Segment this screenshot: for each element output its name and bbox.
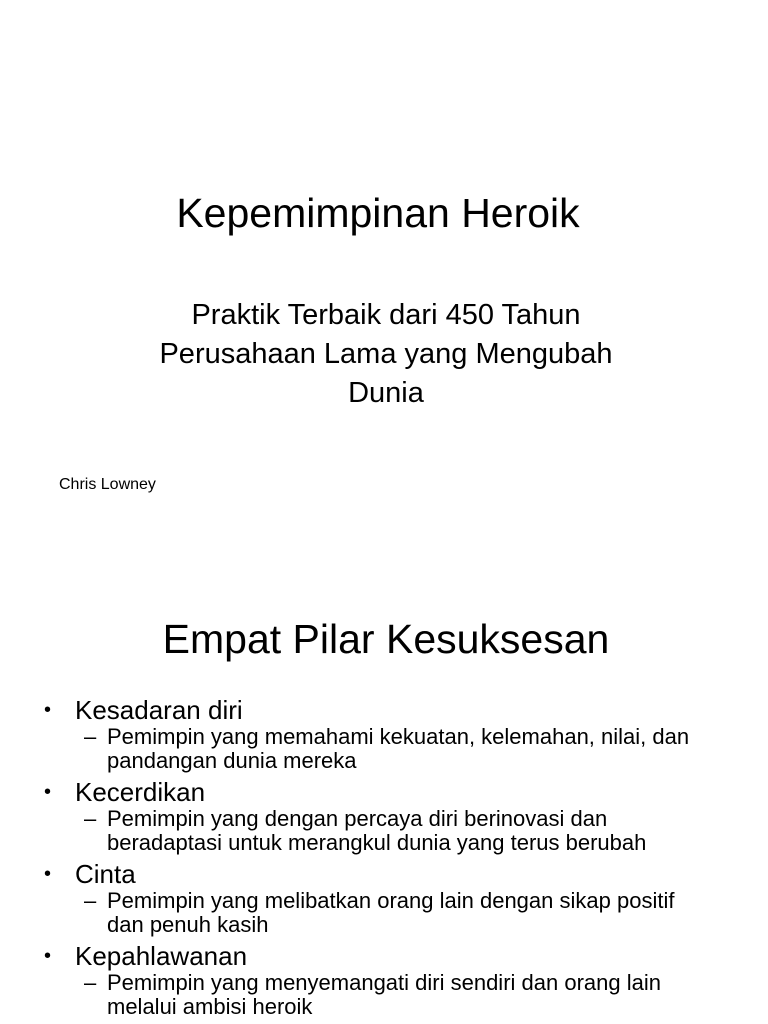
pillar-list	[0, 695, 768, 1023]
pillar-item	[0, 941, 768, 1019]
pillar-label: Cinta	[75, 859, 136, 889]
pillar-detail	[0, 725, 707, 773]
bullet-icon: •	[44, 863, 52, 885]
pillar-detail	[0, 889, 707, 937]
bullet-icon: •	[44, 699, 52, 721]
pillar-item	[0, 777, 768, 855]
subtitle-line: Praktik Terbaik dari 450 Tahun	[191, 299, 581, 331]
author-name: Chris Lowney	[59, 476, 156, 493]
pillar-detail-text: Pemimpin yang dengan percaya diri berinovasi dan beradaptasi untuk merangkul dunia yang terus berubah	[107, 806, 647, 855]
pillar-detail	[0, 807, 707, 855]
pillar-detail-text: Pemimpin yang menyemangati diri sendiri dan orang lain melalui ambisi heroik	[107, 970, 661, 1019]
pillar-label: Kesadaran diri	[75, 695, 243, 725]
pillar-label: Kepahlawanan	[75, 941, 248, 971]
bullet-icon: •	[44, 945, 52, 967]
pillar-item	[0, 695, 768, 773]
subtitle-line: Dunia	[348, 377, 424, 409]
pillar-label: Kecerdikan	[75, 777, 206, 807]
subtitle-line: Perusahaan Lama yang Mengubah	[159, 338, 613, 370]
presentation-title: Kepemimpinan Heroik	[176, 190, 580, 236]
presentation-subtitle	[2, 296, 768, 413]
slide-four-pillars	[0, 576, 768, 1024]
dash-icon: –	[84, 970, 97, 995]
pillar-detail-text: Pemimpin yang memahami kekuatan, kelemahan, nilai, dan pandangan dunia mereka	[107, 724, 690, 773]
pillar-detail-text: Pemimpin yang melibatkan orang lain dengan sikap positif dan penuh kasih	[107, 888, 675, 937]
dash-icon: –	[84, 724, 97, 749]
slide-title: Empat Pilar Kesuksesan	[162, 616, 610, 662]
bullet-icon: •	[44, 781, 52, 803]
dash-icon: –	[84, 806, 97, 831]
dash-icon: –	[84, 888, 97, 913]
pillar-detail	[0, 971, 707, 1019]
pillar-item	[0, 859, 768, 937]
